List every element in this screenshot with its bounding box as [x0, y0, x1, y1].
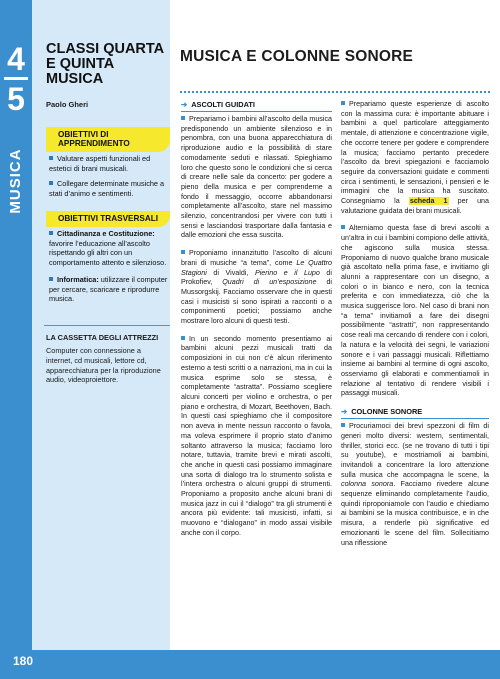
paragraph: [181, 249, 332, 327]
objective-item: [49, 179, 168, 198]
toolbox-text: Computer con connessione a internet, cd musicali, lettore cd, apparecchiatura per la riproduzione audio, videoproiettore.: [46, 346, 161, 385]
paragraph: [341, 224, 489, 399]
emphasis-term: colonna sonora: [341, 480, 394, 489]
section-heading: [341, 407, 489, 419]
objectives-heading: OBIETTIVI DI APPRENDIMENTO: [46, 127, 170, 152]
bullet-icon: [341, 225, 345, 229]
bullet-icon: [49, 277, 53, 281]
grade-number-4: 4: [7, 41, 25, 77]
paragraph-text: Prepariamo i bambini all’ascolto della musica predisponendo un ambiente silenzioso e in penombra, con una buona apparecchiatura di riproduzione audio e la possibilità di stare comodamente seduti e rilassati. Spieghiamo loro che questo sono le condizioni che si cerca di creare nelle sale da concerto: per godere a pieno della musica e per comprenderne a fondo il messaggio, occorre abbandonarsi completamente all’ascolto, stare nel massimo silenzio, concentrandosi per vivere con tutti i sensi e lasciandosi trasportare dalla fantasia e dalle emozioni che essa suscita.: [181, 115, 332, 240]
bullet-icon: [341, 423, 345, 427]
paragraph-text: Prepariamo queste esperienze di ascolto con la massima cura: è importante abituare i bambini a quel particolare atteggiamento mentale, di attenzione e concentrazione vigile, che occorre tenere per godere e comprendere la musica; facciamo pertanto precedere l’ascolto da brevi spiegazioni e facciamolo seguire da conversazioni guidate e commenti circa i sentimenti, le sensazioni, i pensieri e le immagini che la musica ha suscitato. Consegniamo la: [341, 100, 489, 206]
article-title: MUSICA E COLONNE SONORE: [180, 48, 414, 65]
column-right: [341, 100, 489, 556]
work-title: Pierino e il Lupo: [254, 268, 320, 277]
paragraph-text: di Mussorgskij. Facciamo osservare che in questi casi i musicisti si sono ispirati a racconti o a componimenti poetici; possiamo anche mostrare loro alcuni di questi testi.: [181, 278, 333, 326]
work-title: Quadri di un’esposizione: [222, 278, 317, 287]
paragraph: [181, 335, 332, 539]
transversal-heading: OBIETTIVI TRASVERSALI: [46, 211, 170, 227]
bullet-icon: [49, 181, 53, 185]
bullet-icon: [49, 156, 53, 160]
arrow-right-icon: ➔: [181, 100, 188, 109]
paragraph-text: . Facciamo rivedere alcune sequenze eliminando completamente l’audio, quindi riproponiamole con l’audio e chiediamo ai bambini se la musica contribuisce, e in che misura, a renderle più significative ed emozionanti le scene del film. Sollecitiamo una riflessione: [341, 480, 489, 547]
bullet-icon: [181, 336, 185, 340]
paragraph-text: per una valutazione guidata dei brani musicali.: [341, 197, 489, 215]
section-label: MUSICA: [7, 148, 24, 214]
worksheet-reference: scheda 1: [409, 197, 448, 206]
objective-text: Collegare determinate musiche a stati d’animo e sentimenti.: [49, 179, 165, 198]
transversal-term: Informatica:: [57, 275, 99, 284]
transversal-text: utilizzare il computer per cercare, scaricare e riprodurre musica.: [49, 275, 168, 304]
class-title: CLASSI QUARTA E QUINTA MUSICA: [46, 41, 164, 87]
paragraph-text: di Vivaldi,: [206, 268, 255, 277]
paragraph-text: di Prokofiev,: [181, 268, 332, 287]
paragraph-text: In un secondo momento presentiamo ai bambini alcuni pezzi musicali tratti da composizioni in cui non c’è alcun riferimento esterno a testi scritti o a narrazioni, ma in cui la musica esprime solo se stessa, è completamente “astratta”. Possiamo scegliere alcuni concerti per violino e orchestra, o per piano e orchestra, di Mozart, Beethoven, Bach. In questi casi spieghiamo che il compositore non aveva in mente nessun racconto o favola, ma voleva esprimere il proprio stato d’animo soltanto attraverso la musica; facciamo loro notare, tuttavia, tramite brevi e mirati ascolti, che anche in questi casi possiamo immaginare una sorta di dialogo tra lo strumento solista e l’intera orchestra o alcuni gruppi di strumenti. Proponiamo a proposito anche alcuni brani di musica jazz in cui il “dialogo” tra gli strumenti è ancora più evidente: tali musicisti, infatti, si muovono e “dialogano” in modo assai visibile anche con il corpo.: [181, 334, 332, 537]
paragraph: [181, 115, 332, 241]
bullet-icon: [181, 116, 185, 120]
author: Paolo Gheri: [46, 100, 89, 109]
transversal-item: [49, 275, 168, 304]
sidebar-divider: [44, 325, 170, 326]
transversal-item: [49, 229, 168, 267]
grade-divider: [4, 77, 28, 80]
transversal-term: Cittadinanza e Costituzione:: [57, 229, 155, 238]
column-left: [181, 100, 332, 547]
paragraph-text: Alterniamo questa fase di brevi ascolti a un’altra in cui i bambini compiono delle attività, che agiscono sulla musica stessa. Proponiamo di nuovo qualche brano musicale già ascoltato nella prima fase, e invitiamo gli alunni a rappresentare con un disegno, a colori o in bianco e nero, con la tecnica preferita e con immediatezza, ciò che la musica suggerisce loro. Nel caso di brani non “a tema” invitiamoli a fare dei disegni possibilmente “astratti”, non rappresentando cose reali ma cercando di rendere con i colori, la natura e la velocità dei segni, le variazioni sonore e i vari passaggi musicali. Riflettiamo insieme ai bambini al termine di ogni ascolto, osserviamo gli elaborati e commentiamoli in relazione al tentativo di rendere visibili i passaggi musicali.: [341, 224, 489, 398]
footer-bar: [32, 650, 500, 679]
paragraph-text: Proponiamo innanzitutto l’ascolto di alcuni brani di musiche “a tema”, come: [181, 249, 332, 267]
paragraph: [341, 422, 489, 548]
paragraph-text: Procuriamoci dei brevi spezzoni di film di generi molto diversi: western, sentimentali, thriller, storici ecc. (se ne trovano di tutti i tipi su youtube), e mostriamoli ai bambini, invitandoli a concentrare la loro attenzione sulla musica che accompagna le scene, la: [341, 422, 489, 479]
grade-number-5: 5: [7, 81, 25, 117]
arrow-right-icon: ➔: [341, 407, 348, 417]
objective-text: Valutare aspetti funzionali ed estetici di brani musicali.: [49, 154, 151, 173]
toolbox-heading: LA CASSETTA DEGLI ATTREZZI: [46, 333, 159, 342]
bullet-icon: [49, 231, 53, 235]
paragraph: [341, 100, 489, 216]
title-divider: [180, 91, 490, 95]
objective-item: [49, 154, 168, 173]
work-title: Le Quattro Stagioni: [181, 258, 332, 277]
section-heading: [181, 100, 332, 112]
transversal-text: favorire l’educazione all’ascolto rispettando gli altri con un comportamento attento e silenzioso.: [49, 238, 167, 267]
bullet-icon: [341, 101, 345, 105]
section-heading-text: ASCOLTI GUIDATI: [191, 100, 255, 109]
bullet-icon: [181, 250, 185, 254]
section-heading-text: COLONNE SONORE: [351, 407, 423, 417]
page-number: 180: [12, 654, 34, 668]
